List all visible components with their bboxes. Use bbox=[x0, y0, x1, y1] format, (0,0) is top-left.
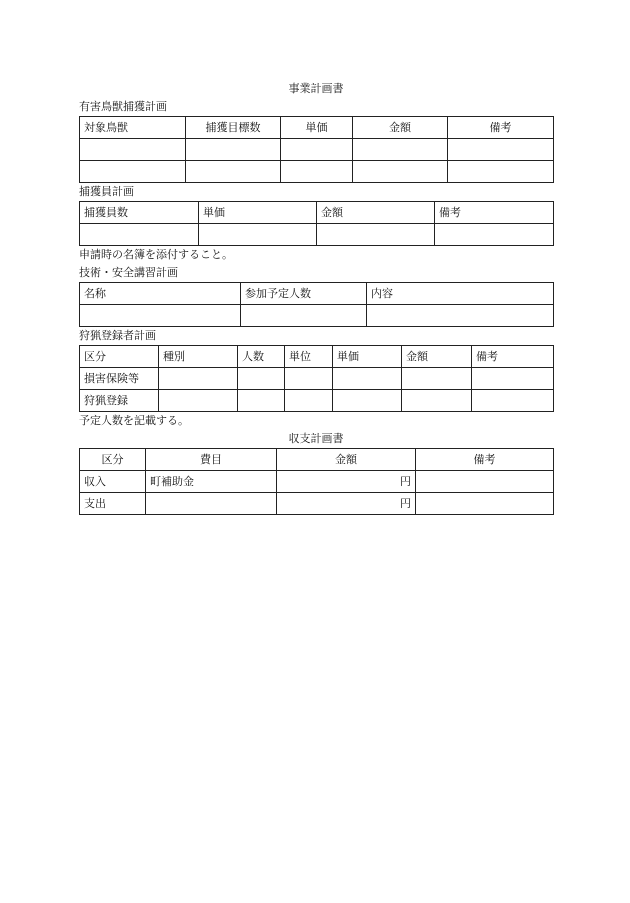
header-unit-price: 単価 bbox=[199, 202, 317, 224]
table-cell[interactable] bbox=[159, 368, 238, 390]
table-cell[interactable] bbox=[80, 139, 186, 161]
table-row bbox=[80, 224, 554, 246]
training-plan-table bbox=[79, 282, 554, 327]
income-amount[interactable]: 円 bbox=[277, 471, 416, 493]
table-cell[interactable] bbox=[333, 368, 402, 390]
table-header-row bbox=[80, 283, 554, 305]
table-cell[interactable] bbox=[80, 161, 186, 183]
header-remarks: 備考 bbox=[472, 346, 554, 368]
table-header-row bbox=[80, 346, 554, 368]
header-unit-price: 単価 bbox=[281, 117, 353, 139]
document-title: 事業計画書 bbox=[288, 82, 344, 95]
header-expected-participants: 参加予定人数 bbox=[241, 283, 367, 305]
section-label-hunting-registrant-plan: 狩猟登録者計画 bbox=[79, 329, 156, 342]
table-cell[interactable] bbox=[402, 390, 472, 412]
header-target-animal: 対象鳥獣 bbox=[80, 117, 186, 139]
table-cell[interactable] bbox=[80, 305, 241, 327]
budget-table bbox=[79, 448, 554, 515]
table-cell[interactable] bbox=[472, 368, 554, 390]
table-cell[interactable] bbox=[238, 368, 285, 390]
table-cell[interactable] bbox=[285, 368, 333, 390]
table-cell[interactable] bbox=[435, 224, 554, 246]
header-remarks: 備考 bbox=[416, 449, 554, 471]
table-cell[interactable] bbox=[238, 390, 285, 412]
table-cell[interactable] bbox=[241, 305, 367, 327]
table-cell[interactable] bbox=[199, 224, 317, 246]
header-capturer-count: 捕獲員数 bbox=[80, 202, 199, 224]
table-cell[interactable] bbox=[80, 224, 199, 246]
header-remarks: 備考 bbox=[435, 202, 554, 224]
hunting-registrant-note: 予定人数を記載する。 bbox=[79, 414, 189, 427]
capturer-plan-note: 申請時の名簿を添付すること。 bbox=[79, 248, 233, 261]
capturer-plan-table bbox=[79, 201, 554, 246]
header-content: 内容 bbox=[367, 283, 554, 305]
table-cell[interactable] bbox=[416, 471, 554, 493]
table-cell[interactable] bbox=[353, 161, 448, 183]
table-cell[interactable] bbox=[402, 368, 472, 390]
table-cell[interactable] bbox=[285, 390, 333, 412]
table-cell[interactable] bbox=[159, 390, 238, 412]
expense-item[interactable] bbox=[146, 493, 277, 515]
header-category: 区分 bbox=[80, 346, 159, 368]
row-label-expense: 支出 bbox=[80, 493, 146, 515]
table-cell[interactable] bbox=[353, 139, 448, 161]
header-unit: 単位 bbox=[285, 346, 333, 368]
table-header-row bbox=[80, 202, 554, 224]
table-row bbox=[80, 368, 554, 390]
row-label-income: 収入 bbox=[80, 471, 146, 493]
header-amount: 金額 bbox=[402, 346, 472, 368]
income-item[interactable]: 町補助金 bbox=[146, 471, 277, 493]
document-page bbox=[79, 80, 553, 515]
row-label-insurance: 損害保険等 bbox=[80, 368, 159, 390]
table-cell[interactable] bbox=[281, 139, 353, 161]
table-row bbox=[80, 493, 554, 515]
header-expense-item: 費目 bbox=[146, 449, 277, 471]
table-cell[interactable] bbox=[416, 493, 554, 515]
header-amount: 金額 bbox=[277, 449, 416, 471]
expense-amount[interactable]: 円 bbox=[277, 493, 416, 515]
section-label-capturer-plan: 捕獲員計画 bbox=[79, 185, 134, 198]
header-remarks: 備考 bbox=[448, 117, 554, 139]
section-label-training-plan: 技術・安全講習計画 bbox=[79, 266, 178, 279]
table-cell[interactable] bbox=[448, 139, 554, 161]
pest-capture-plan-table bbox=[79, 116, 554, 183]
header-amount: 金額 bbox=[353, 117, 448, 139]
header-name: 名称 bbox=[80, 283, 241, 305]
table-cell[interactable] bbox=[367, 305, 554, 327]
table-cell[interactable] bbox=[317, 224, 435, 246]
table-row bbox=[80, 390, 554, 412]
header-capture-target-count: 捕獲目標数 bbox=[186, 117, 281, 139]
table-row bbox=[80, 305, 554, 327]
header-amount: 金額 bbox=[317, 202, 435, 224]
header-unit-price: 単価 bbox=[333, 346, 402, 368]
budget-title: 収支計画書 bbox=[288, 432, 344, 445]
header-category: 区分 bbox=[80, 449, 146, 471]
table-cell[interactable] bbox=[281, 161, 353, 183]
table-row bbox=[80, 161, 554, 183]
table-cell[interactable] bbox=[186, 161, 281, 183]
header-headcount: 人数 bbox=[238, 346, 285, 368]
table-cell[interactable] bbox=[472, 390, 554, 412]
row-label-hunting-registration: 狩猟登録 bbox=[80, 390, 159, 412]
table-header-row bbox=[80, 449, 554, 471]
table-cell[interactable] bbox=[186, 139, 281, 161]
table-cell[interactable] bbox=[448, 161, 554, 183]
table-row bbox=[80, 139, 554, 161]
table-row bbox=[80, 471, 554, 493]
section-label-pest-capture-plan: 有害鳥獣捕獲計画 bbox=[79, 100, 167, 113]
header-type: 種別 bbox=[159, 346, 238, 368]
table-header-row bbox=[80, 117, 554, 139]
hunting-registrant-plan-table bbox=[79, 345, 554, 412]
table-cell[interactable] bbox=[333, 390, 402, 412]
